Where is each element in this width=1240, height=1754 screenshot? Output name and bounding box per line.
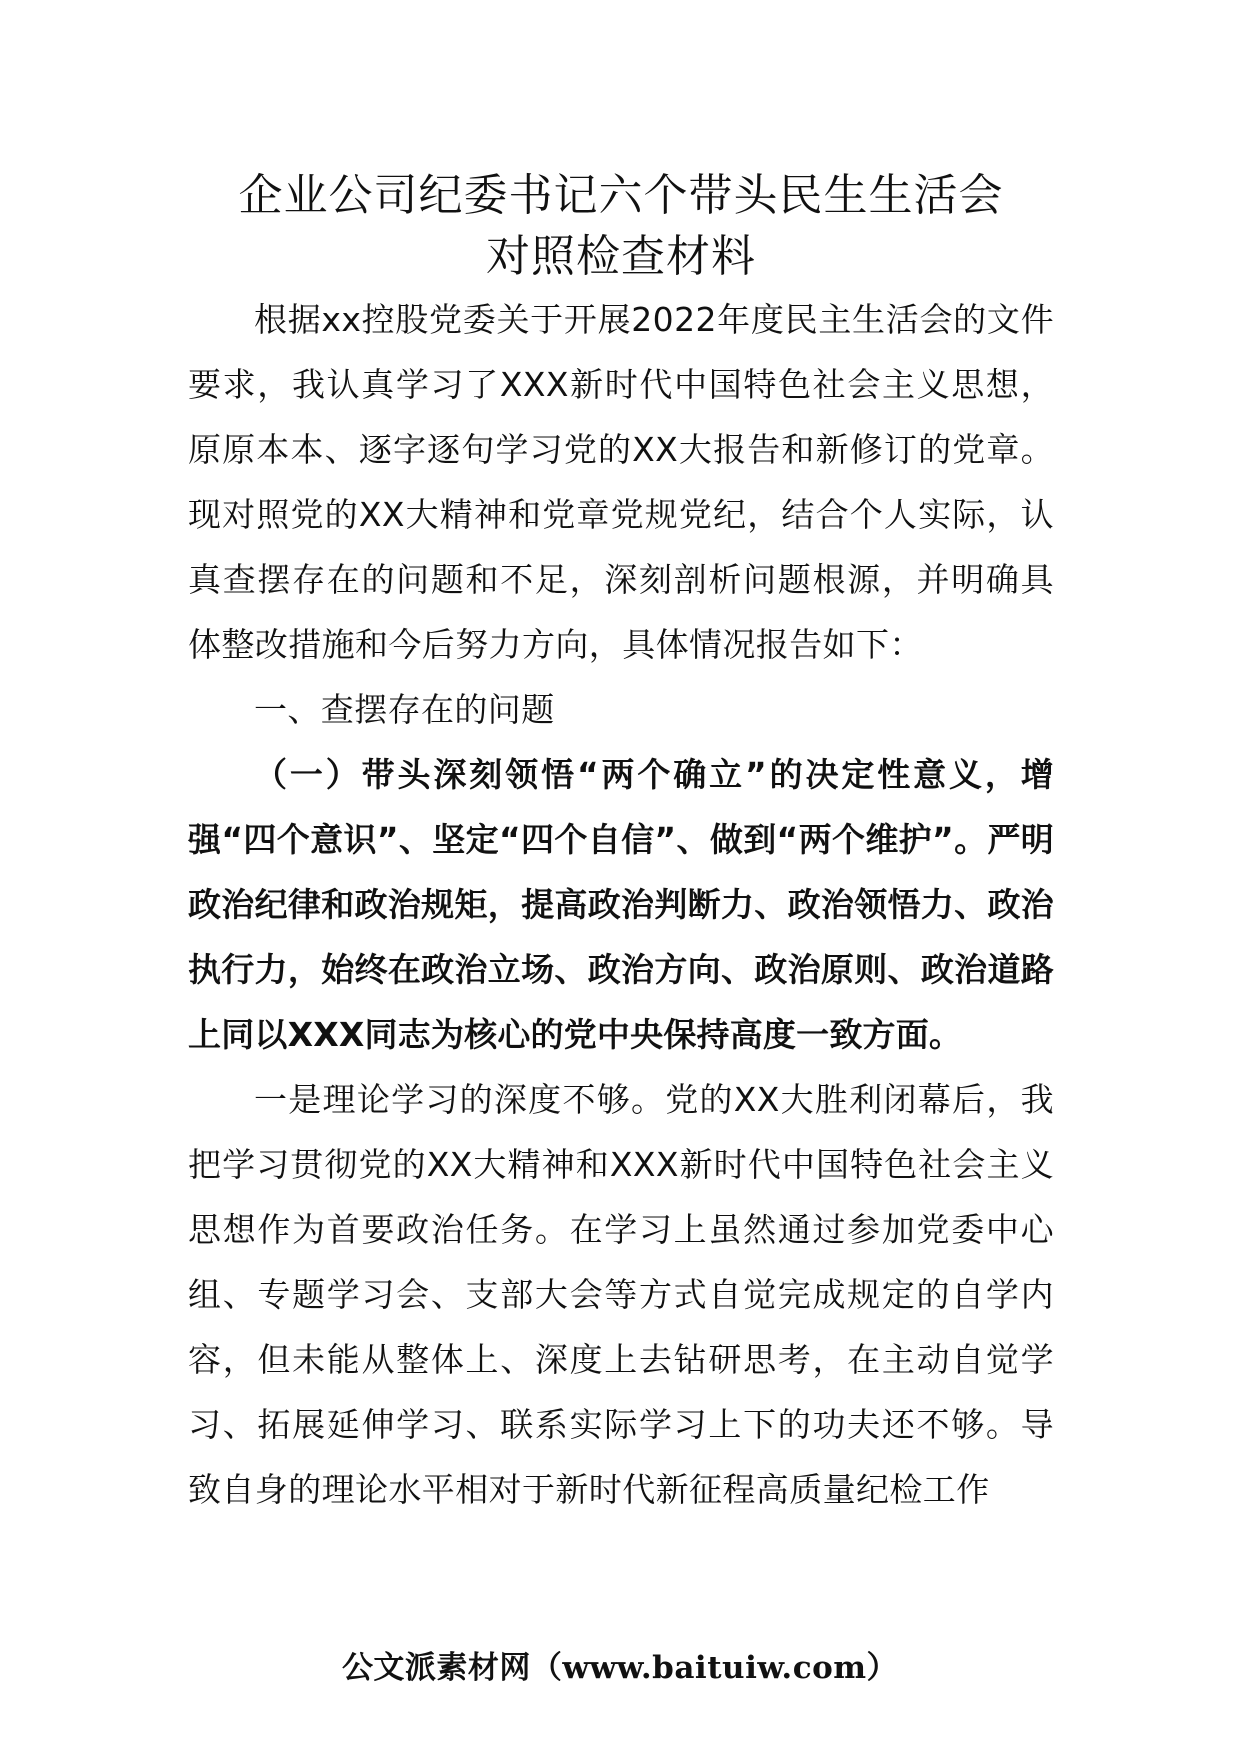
document-title-line-1: 企业公司纪委书记六个带头民生生活会 — [238, 170, 1004, 221]
subsection-heading-1: （一）带头深刻领悟“两个确立”的决定性意义，增强“四个意识”、坚定“四个自信”、做到“两个维护”。严明政治纪律和政治规矩，提高政治判断力、政治领悟力、政治执行力，始终在政治立场、政治方向、政治原则、政治道路上同以XXX同志为核心的党中央保持高度一致方面。 — [188, 755, 1054, 1054]
section-heading-1: 一、查摆存在的问题 — [254, 690, 555, 729]
document-body — [188, 165, 1054, 1522]
intro-paragraph: 根据xx控股党委关于开展2022年度民主生活会的文件要求，我认真学习了XXX新时代中国特色社会主义思想，原原本本、逐字逐句学习党的XX大报告和新修订的党章。现对照党的XX大精神和党章党规党纪，结合个人实际，认真查摆存在的问题和不足，深刻剖析问题根源，并明确具体整改措施和今后努力方向，具体情况报告如下： — [188, 300, 1054, 664]
document-title-line-2: 对照检查材料 — [486, 231, 756, 282]
footer-watermark: 公文派素材网（www.baituiw.com） — [341, 1650, 899, 1686]
point-paragraph-1: 一是理论学习的深度不够。党的XX大胜利闭幕后，我把学习贯彻党的XX大精神和XXX新时代中国特色社会主义思想作为首要政治任务。在学习上虽然通过参加党委中心组、专题学习会、支部大会等方式自觉完成规定的自学内容，但未能从整体上、深度上去钻研思考，在主动自觉学习、拓展延伸学习、联系实际学习上下的功夫还不够。导致自身的理论水平相对于新时代新征程高质量纪检工作 — [188, 1080, 1054, 1509]
